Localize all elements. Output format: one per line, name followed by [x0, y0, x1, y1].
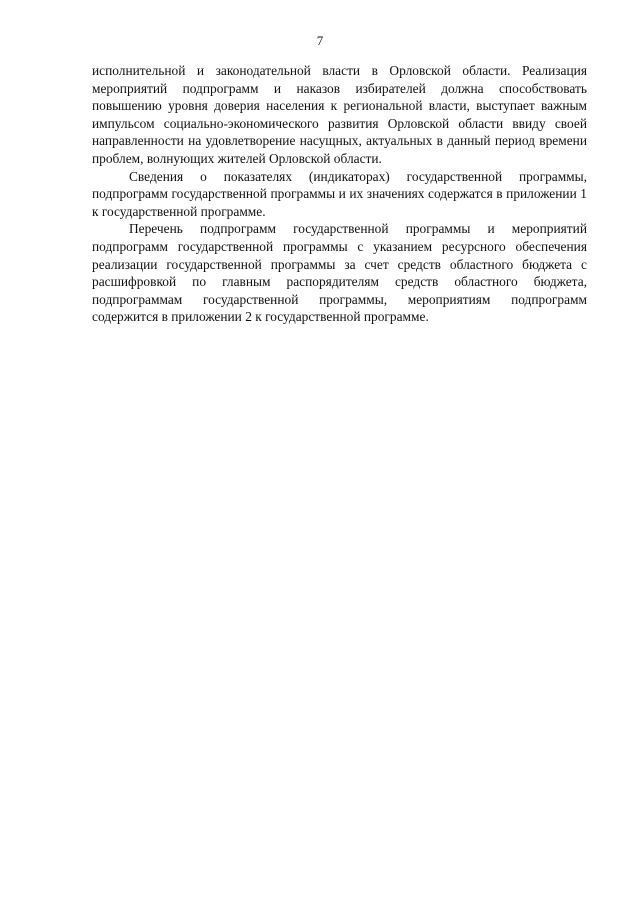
paragraph-subprograms-list: Перечень подпрограмм государственной программы и мероприятий подпрограмм государственной программы с указанием ресурсного обеспечения реализации государственной программы за счет средств областного бюджета с расшифровкой по главным распорядителям средств областного бюджета, подпрограммам государственной программы, мероприятиям подпрограмм содержится в приложении 2 к государственной программе. — [92, 221, 587, 325]
paragraph-indicators: Сведения о показателях (индикаторах) государственной программы, подпрограмм государственной программы и их значениях содержатся в приложении 1 к государственной программе. — [92, 168, 587, 219]
paragraph-continuation: исполнительной и законодательной власти в Орловской области. Реализация мероприятий подпрограмм и наказов избирателей должна способствовать повышению уровня доверия населения к региональной власти, выступает важным импульсом социально-экономического развития Орловской области ввиду своей направленности на удовлетворение насущных, актуальных в данный период времени проблем, волнующих жителей Орловской области. — [92, 63, 587, 166]
page-number: 7 — [316, 33, 324, 48]
document-body — [92, 62, 587, 326]
